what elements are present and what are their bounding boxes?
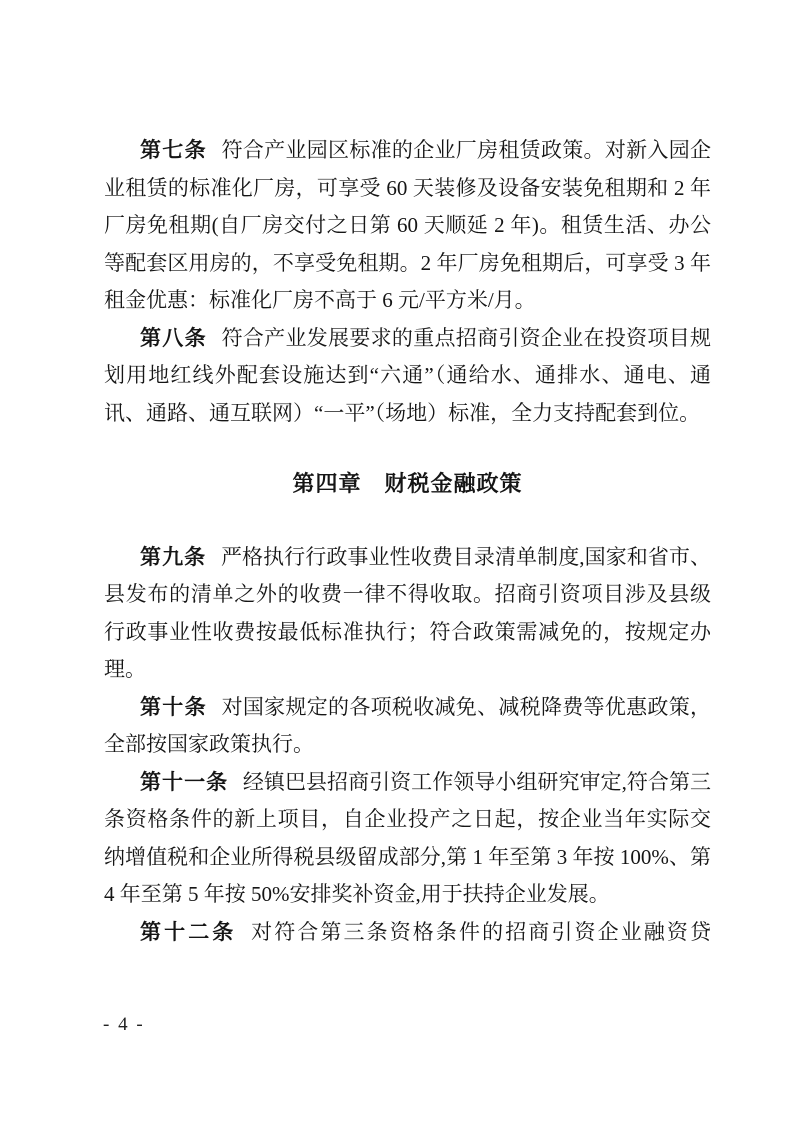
article-10-leader: 第十条 <box>140 695 207 719</box>
article-9-text: 严格执行行政事业性收费目录清单制度,国家和省市、县发布的清单之外的收费一律不得收取。招商引资项目涉及县级行政事业性收费按最低标准执行；符合政策需减免的，按规定办理。 <box>104 544 712 681</box>
article-7-paragraph <box>104 132 711 320</box>
article-12-text: 对符合第三条资格条件的招商引资企业融资贷 <box>251 919 712 944</box>
article-9-leader: 第九条 <box>140 545 207 569</box>
article-11-paragraph <box>104 764 711 914</box>
article-11-text: 经镇巴县招商引资工作领导小组研究审定,符合第三条资格条件的新上项目，自企业投产之日起，按企业当年实际交纳增值税和企业所得税县级留成部分,第 1 年至第 3 年按 100%、第 4 年至第 5 年按 50%安排奖补资金,用于扶持企业发展。 <box>104 769 712 906</box>
page-content <box>104 0 711 951</box>
page-number: - 4 - <box>103 1014 145 1035</box>
article-12-leader: 第十二条 <box>140 920 237 944</box>
article-8-paragraph <box>104 320 711 433</box>
article-10-text: 对国家规定的各项税收减免、减税降费等优惠政策，全部按国家政策执行。 <box>104 694 712 756</box>
article-12-paragraph <box>104 914 711 952</box>
article-7-leader: 第七条 <box>140 139 207 162</box>
article-8-leader: 第八条 <box>140 326 207 350</box>
chapter-heading: 第四章 财税金融政策 <box>292 471 523 496</box>
article-8-text: 符合产业发展要求的重点招商引资企业在投资项目规划用地红线外配套设施达到“六通”（通给水、通排水、通电、通讯、通路、通互联网）“一平”（场地）标准，全力支持配套到位。 <box>104 325 712 425</box>
article-10-paragraph <box>104 689 711 764</box>
article-9-paragraph <box>104 539 711 689</box>
article-11-leader: 第十一条 <box>140 770 229 794</box>
article-7-text: 符合产业园区标准的企业厂房租赁政策。对新入园企业租赁的标准化厂房，可享受 60 天装修及设备安装免租期和 2 年厂房免租期(自厂房交付之日第 60 天顺延 2 年)。租赁生活、办公等配套区用房的，不享受免租期。2 年厂房免租期后，可享受 3 年租金优惠：标准化厂房不高于 6 元/平方米/月。 <box>104 138 712 312</box>
